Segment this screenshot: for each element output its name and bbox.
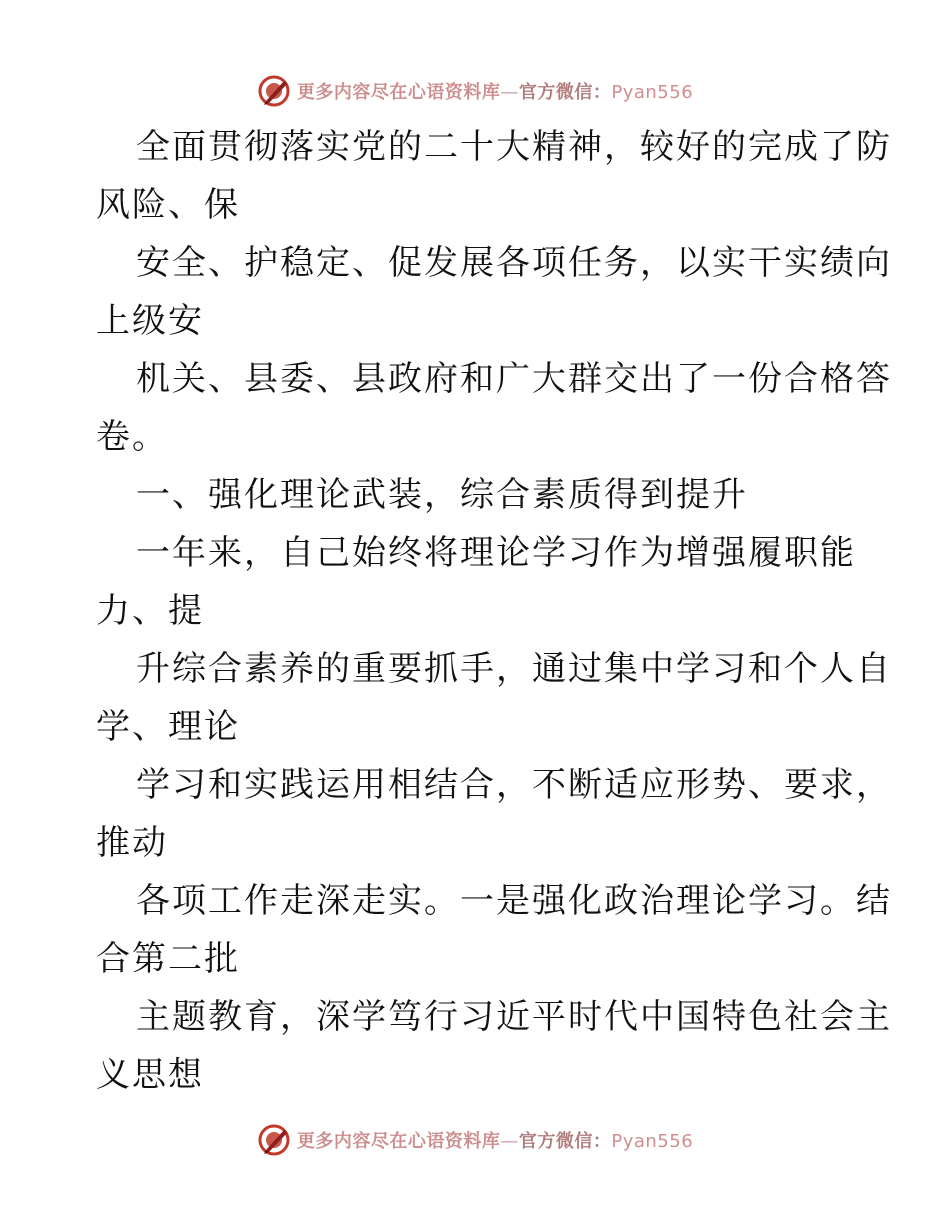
text-line: 风险、保: [96, 185, 240, 225]
text-line: 一年来，自己始终将理论学习作为增强履职能: [136, 533, 856, 573]
footer-watermark-banner: [0, 1120, 950, 1160]
pen-logo-icon: [257, 1123, 291, 1157]
text-line: 义思想: [96, 1055, 204, 1095]
text-line: 安全、护稳定、促发展各项任务，以实干实绩向: [136, 243, 892, 283]
text-line: 推动: [96, 823, 168, 863]
watermark-wechat-label: 官方微信：: [518, 1131, 612, 1152]
text-line: 主题教育，深学笃行习近平时代中国特色社会主: [136, 997, 892, 1037]
watermark-text: [297, 1127, 693, 1153]
watermark-site-name: 更多内容尽在心语资料库: [296, 1131, 501, 1152]
document-body: [96, 118, 892, 1104]
text-line: 上级安: [96, 301, 204, 341]
text-line: 力、提: [96, 591, 204, 631]
text-line: 学习和实践运用相结合，不断适应形势、要求，: [136, 765, 892, 805]
watermark-text: [297, 78, 693, 104]
text-line: 机关、县委、县政府和广大群交出了一份合格答: [136, 359, 892, 399]
watermark-site-name: 更多内容尽在心语资料库: [296, 82, 501, 103]
text-line: 升综合素养的重要抓手，通过集中学习和个人自: [136, 649, 892, 689]
text-line: 全面贯彻落实党的二十大精神，较好的完成了防: [136, 127, 892, 167]
text-line: 合第二批: [96, 939, 240, 979]
header-watermark-banner: [0, 71, 950, 111]
watermark-dash: —: [500, 1131, 519, 1152]
watermark-wechat-label: 官方微信：: [518, 82, 612, 103]
text-line: 各项工作走深走实。一是强化政治理论学习。结: [136, 881, 892, 921]
text-line: 学、理论: [96, 707, 240, 747]
text-line: 卷。: [96, 417, 168, 457]
watermark-wechat-id: Pyan556: [611, 82, 694, 103]
watermark-dash: —: [500, 82, 519, 103]
section-heading: 一、强化理论武装，综合素质得到提升: [136, 475, 748, 515]
watermark-wechat-id: Pyan556: [611, 1131, 694, 1152]
pen-logo-icon: [257, 74, 291, 108]
